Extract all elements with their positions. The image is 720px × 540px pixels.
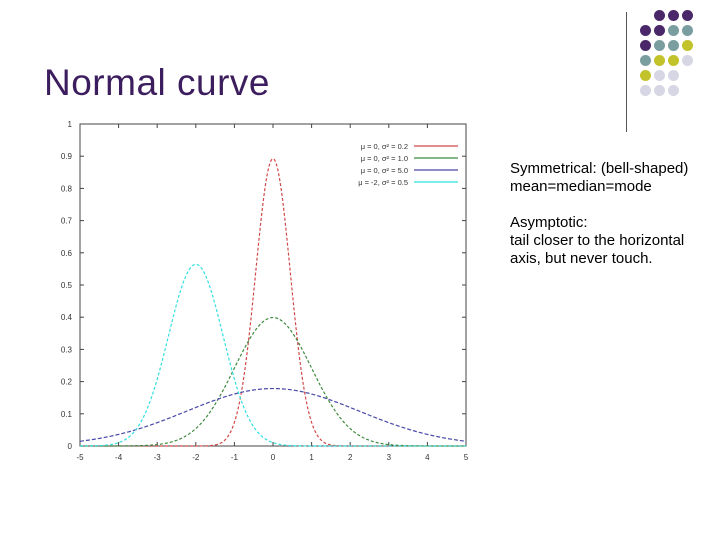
x-tick-label: 1 [309,453,314,462]
bullet-symmetrical: Symmetrical: (bell-shaped) mean=median=mode [510,160,689,195]
decorative-dot [682,10,693,21]
x-tick-label: 2 [347,453,353,462]
legend-label-2: μ = 0, σ² = 5.0 [360,166,408,175]
decorative-dot [682,25,693,36]
y-tick-label: 0.6 [60,248,72,258]
decorative-divider [626,12,627,132]
decorative-dot [654,10,665,21]
decorative-dot [668,55,679,66]
decorative-dot [654,85,665,96]
y-tick-label: 1 [67,120,72,129]
decorative-dot [654,70,665,81]
slide-title: Normal curve [44,62,270,103]
decorative-dot [682,40,693,51]
normal-curve-chart [56,118,476,466]
x-tick-label: -1 [230,453,238,462]
series-line-0 [80,159,466,446]
decorative-dot [668,25,679,36]
decorative-dot [682,55,693,66]
y-tick-label: 0.2 [60,377,72,387]
x-tick-label: 0 [270,453,276,462]
decorative-dot [668,40,679,51]
decorative-dot [668,85,679,96]
x-tick-label: 3 [386,453,392,462]
bullet-asymptotic: Asymptotic: tail closer to the horizontal axis, but never touch. [510,214,685,267]
y-tick-label: 0 [67,442,72,451]
y-tick-label: 0.5 [60,281,72,290]
decorative-dot [640,55,651,66]
series-line-2 [80,389,466,442]
y-tick-label: 0.9 [60,152,72,162]
plot-frame [80,124,466,446]
x-tick-label: -3 [153,453,161,462]
bullet-list [510,160,710,286]
x-tick-label: 4 [425,453,430,462]
legend-label-1: μ = 0, σ² = 1.0 [360,154,408,163]
legend-label-0: μ = 0, σ² = 0.2 [360,142,408,151]
legend-label-3: μ = -2, σ² = 0.5 [358,178,408,187]
decorative-dot [654,25,665,36]
y-tick-label: 0.1 [60,409,72,419]
decorative-dot [640,40,651,51]
series-line-3 [80,264,466,446]
decorative-dot [640,25,651,36]
x-tick-label: -5 [76,453,84,462]
decorative-dot [668,10,679,21]
x-tick-label: -2 [192,453,200,462]
y-tick-label: 0.7 [60,216,72,226]
series-line-1 [80,318,466,446]
chart-canvas [56,118,476,466]
x-tick-label: 5 [463,453,469,462]
decorative-dot [668,70,679,81]
decorative-dot-grid [640,10,720,120]
decorative-dot [640,85,651,96]
x-tick-label: -4 [115,453,123,462]
y-tick-label: 0.8 [60,184,72,194]
decorative-dot [654,40,665,51]
y-tick-label: 0.4 [60,313,72,323]
decorative-dot [654,55,665,66]
y-tick-label: 0.3 [60,345,72,355]
decorative-dot [640,70,651,81]
